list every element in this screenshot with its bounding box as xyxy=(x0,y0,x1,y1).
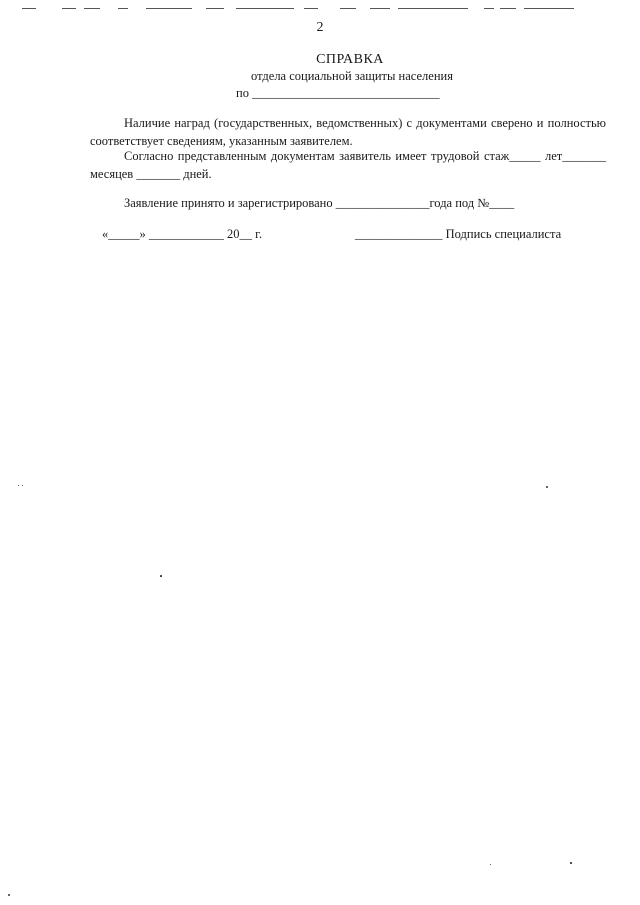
scan-speck xyxy=(18,485,19,486)
specialist-signature-line: ______________ Подпись специалиста xyxy=(355,227,562,241)
document-title: СПРАВКА xyxy=(316,52,384,67)
document-subtitle: отдела социальной защиты населения xyxy=(251,69,453,83)
scan-header-artifacts xyxy=(0,0,640,12)
awards-paragraph: Наличие наград (государственных, ведомственных) с документами сверено и полностью соответствует сведениям, указанным заявителем. xyxy=(90,116,606,148)
scan-speck xyxy=(22,485,23,486)
scan-speck xyxy=(160,575,162,577)
scan-speck xyxy=(8,894,10,896)
scan-speck xyxy=(546,486,548,488)
work-experience-paragraph: Согласно представленным документам заявитель имеет трудовой стаж_____ лет_______ месяцев _______ дней. xyxy=(90,149,606,181)
scan-speck xyxy=(490,864,491,865)
scan-speck xyxy=(570,862,572,864)
registration-line: Заявление принято и зарегистрировано _______________года под №____ xyxy=(124,196,515,210)
date-line: «_____» ____________ 20__ г. xyxy=(102,227,262,241)
page-number: 2 xyxy=(316,20,324,35)
department-blank-line: по ______________________________ xyxy=(236,86,440,100)
